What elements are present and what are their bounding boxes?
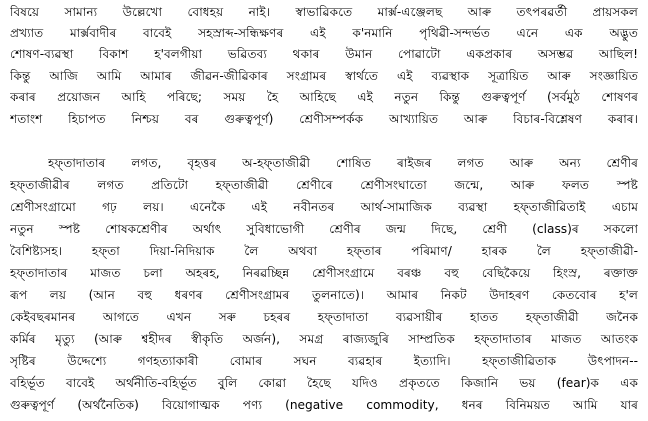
paragraph-1-line-2: প্ৰখ্যাত মাৰ্ক্সবাদীৰ বাবেই সহস্ৰাব্দ-সন্ধিক্ষণৰ এই ক'নমানি পৃথিৱী-সন্দৰ্ভত এনে এক অদ্ভুত [10,26,638,40]
paragraph-2-line-1: হফ্তাদাতাৰ লগত, বৃহত্তৰ অ-হফ্তাজীৱী শোষিত ৰাইজৰ লগত আৰু অন্য শ্ৰেণীৰ [48,156,638,170]
paragraph-2-line-9: কৰ্মিৰ মৃত্যু (আৰু শ্বহীদৰ স্বীকৃতি অৰ্জন), সমগ্ৰ ৰাজ্যজুৰি সাম্প্ৰতিক হফ্তাদাতাৰ মাজত আতংক [10,332,638,346]
paragraph-2-line-3: শ্ৰেণীসংগ্ৰামো গঢ় লয়। এনেকৈ এই নবীনতৰ আৰ্থ-সামাজিক ব্যৱস্থা হফ্তাজীৱিতাই এচাম [10,200,638,214]
paragraph-2-line-2: হফ্তাজীৱীৰ লগত প্ৰতিটো হফ্তাজীৱী শ্ৰেণীৰে শ্ৰেণীসংঘাতো জন্মে, আৰু ফলত স্পষ্ট [10,178,638,192]
paragraph-1-line-4: কিন্তু আজি আমি আমাৰ জীৱন-জীৱিকাৰ সংগ্ৰামৰ স্বাৰ্থতে এই ব্যৱস্থাক সূত্ৰায়িত আৰু সংজ্ঞায়িত [10,69,638,83]
paragraph-1-line-6: শতাংশ হিচাপত নিশ্চয় বৰ গুৰুত্বপূৰ্ণ) শ্ৰেণীসম্পৰ্কক আখ্যায়িত আৰু বিচাৰ-বিশ্লেষণ কৰাৰ। [10,112,638,126]
paragraph-2-line-5: বৈশিষ্ট্যসহ। হফ্তা দিয়া-নিদিয়াক লৈ অথবা হফ্তাৰ পৰিমাণ/ হাৰক লৈ হফ্তাজীৱী- [10,244,638,258]
paragraph-2-line-12: গুৰুত্বপূৰ্ণ (অৰ্থনৈতিক) বিয়োগাত্মক পণ্য (negative commodity, ধনৰ বিনিময়ত আমি যাৰ [10,398,638,412]
paragraph-1-line-5: কৰাৰ প্ৰয়োজন আহি পৰিছে; সময় হৈ আহিছে এই নতুন কিন্তু গুৰুত্বপূৰ্ণ (সৰ্বমুঠ শোষণৰ [10,90,638,104]
paragraph-2-line-6: হফ্তাদাতাৰ মাজত চলা অহৰহ, নিৰৱচ্ছিন্ন শ্ৰেণীসংগ্ৰামে বৰঞ্চ বহু বেছিকৈয়ে হিংস্ৰ, ৰক্তাক্ত [10,266,638,280]
paragraph-1-line-3: শোষণ-ব্যৱস্থা বিকাশ হ'বলগীয়া ভৱিতব্য থকাৰ উমান পোৱাটো একপ্ৰকাৰ অসম্ভৱ আছিল! [10,47,638,61]
paragraph-2-line-7: ৰূপ লয় (আন বহু ধৰণৰ শ্ৰেণীসংগ্ৰামৰ তুলনাতে)। আমাৰ নিকট উদাহৰণ কেতবোৰ হ'ল [10,288,638,302]
paragraph-2-line-8: কেইবছৰমানৰ আগতে এখন সৰু চহৰৰ হফ্তাদাতা ব্যৱসায়ীৰ হাতত হফ্তাজীৱী জনৈক [10,310,638,324]
paragraph-2-line-10: সৃষ্টিৰ উদ্দেশ্যে গণহত্যাকাৰী বোমাৰ সঘন ব্যৱহাৰ ইত্যাদি। হফ্তাজীৱিতাক উৎপাদন-- [10,354,638,368]
paragraph-2-line-4: নতুন স্পষ্ট শোষকশ্ৰেণীৰ অৰ্থাৎ সুবিধাভোগী শ্ৰেণীৰ জন্ম দিছে, শ্ৰেণী (class)ৰ সকলো [10,222,638,236]
paragraph-1-line-1: বিষয়ে সামান্য উল্লেখো বোধহয় নাই। স্বাভাৱিকতে মাৰ্ক্স-এঞ্জেলছ আৰু তৎপৰৱৰ্তী প্ৰায়সকল [10,5,638,19]
paragraph-2-line-11: বহিৰ্ভূত বাবেই অৰ্থনীতি-বহিৰ্ভূত বুলি কোৱা হৈছে যদিও প্ৰকৃততে কিজানি ভয় (fear)ক এক [10,376,638,390]
